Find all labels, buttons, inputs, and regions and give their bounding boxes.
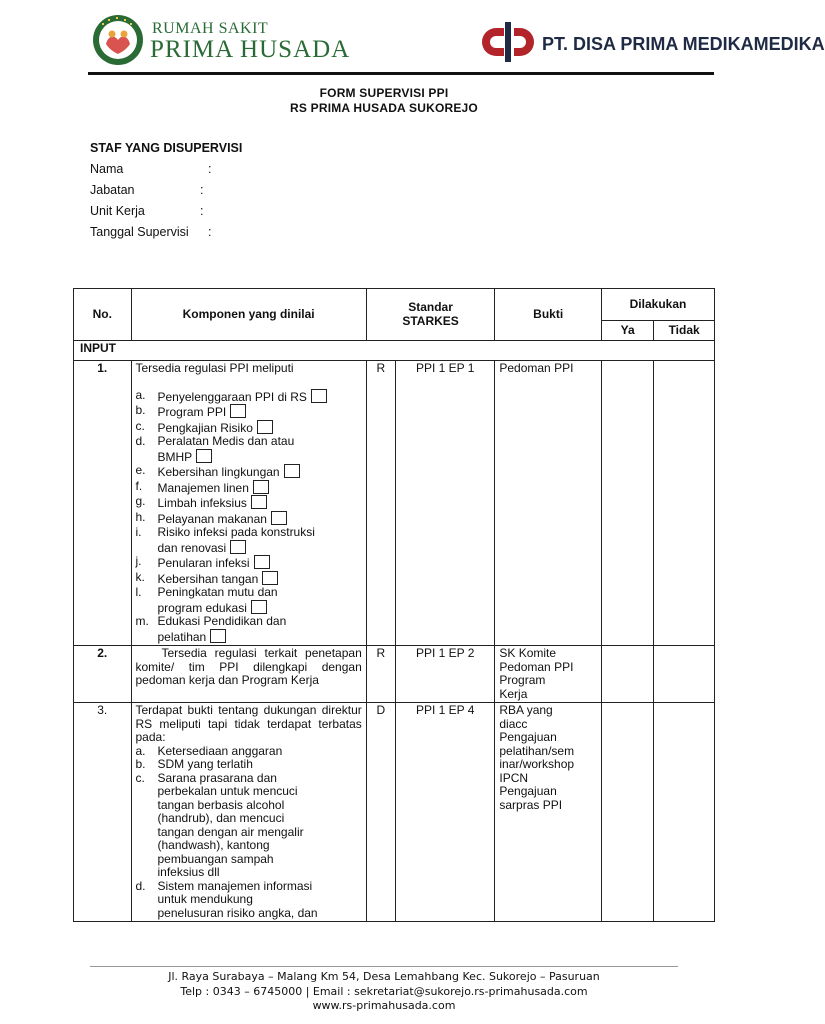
header-dilakukan: Dilakukan: [602, 289, 715, 321]
checkbox[interactable]: [254, 555, 270, 569]
row-komponen: Tersedia regulasi terkait penetapan komite/ tim PPI dilengkapi dengan pedoman kerja dan Program Kerja: [131, 646, 366, 703]
footer-website: www.rs-primahusada.com: [312, 999, 456, 1012]
header-standar-line1: Standar: [408, 300, 453, 314]
row-no: 1.: [74, 361, 132, 646]
field-colon: :: [208, 162, 212, 176]
field-label: Nama: [90, 162, 124, 176]
staff-heading: STAF YANG DISUPERVISI: [90, 141, 243, 155]
list-item: c. Pengkajian Risiko: [136, 420, 362, 436]
table-row: [74, 703, 715, 922]
table-row: [74, 646, 715, 703]
row-type: R: [366, 361, 395, 646]
row-intro: Tersedia regulasi PPI meliputi: [135, 361, 294, 375]
footer-contact: Telp : 0343 – 6745000 | Email : sekretariat@sukorejo.rs-primahusada.com: [180, 985, 588, 998]
checkbox[interactable]: [253, 480, 269, 494]
checkbox[interactable]: [271, 511, 287, 525]
form-title: FORM SUPERVISI PPI: [319, 86, 449, 100]
checkbox[interactable]: [262, 571, 278, 585]
list-item: d. Peralatan Medis dan atau BMHP: [135, 434, 295, 464]
checkbox[interactable]: [251, 600, 267, 614]
pt-name: PT. DISA PRIMA MEDIKAMEDIKA: [542, 34, 825, 54]
header-no: No.: [74, 289, 132, 341]
row-bukti: Pedoman PPI: [495, 361, 602, 646]
footer-divider: [90, 966, 678, 967]
rs-small-name: RUMAH SAKIT: [152, 20, 269, 37]
pt-emblem-icon: [478, 18, 538, 66]
section-input: INPUT: [74, 341, 715, 361]
list-item: k. Kebersihan tangan: [136, 571, 362, 587]
row-komponen: [131, 703, 366, 922]
checkbox[interactable]: [311, 389, 327, 403]
pt-disa-logo: [478, 18, 825, 66]
field-nama: [90, 162, 212, 176]
header-divider: [88, 72, 714, 75]
cell-ya[interactable]: [602, 646, 654, 703]
header-komponen: Komponen yang dinilai: [131, 289, 366, 341]
field-colon: :: [200, 204, 204, 218]
rs-emblem-icon: [92, 14, 144, 66]
header-standar: [366, 289, 495, 341]
cell-tidak[interactable]: [654, 646, 715, 703]
list-item: d. Sistem manajemen informasi untuk mendukung penelusuran risiko angka, dan: [135, 878, 318, 920]
list-item: e. Kebersihan lingkungan: [136, 464, 362, 480]
header-tidak: Tidak: [654, 321, 715, 341]
row-no: 3.: [74, 703, 132, 922]
list-item: b. SDM yang terlatih: [135, 757, 253, 771]
cell-ya[interactable]: [602, 703, 654, 922]
rs-big-name: PRIMA HUSADA: [150, 36, 351, 63]
header-ya: Ya: [602, 321, 654, 341]
checkbox[interactable]: [251, 495, 267, 509]
row-standar: PPI 1 EP 4: [396, 703, 495, 922]
list-item: h. Pelayanan makanan: [136, 511, 362, 527]
field-label: Tanggal Supervisi: [90, 225, 189, 239]
list-item: c. Sarana prasarana dan perbekalan untuk mencuci tangan berbasis alcohol (handrub), dan mencuci tangan dengan air mengalir (handwash), kantong pembuangan sampah infeksius dll: [135, 770, 304, 879]
row-standar: PPI 1 EP 1: [396, 361, 495, 646]
header-standar-line2: STARKES: [402, 313, 459, 328]
checkbox[interactable]: [284, 464, 300, 478]
checkbox[interactable]: [230, 404, 246, 418]
row-komponen: [131, 361, 366, 646]
field-tanggal-supervisi: [90, 225, 212, 239]
list-item: b. Program PPI: [136, 404, 362, 420]
checkbox[interactable]: [196, 449, 212, 463]
cell-ya[interactable]: [602, 361, 654, 646]
field-label: Jabatan: [90, 183, 135, 197]
field-colon: :: [200, 183, 204, 197]
checklist: [136, 389, 362, 645]
list-item: g. Limbah infeksius: [136, 495, 362, 511]
checklist: [136, 745, 362, 921]
row-no: 2.: [74, 646, 132, 703]
list-item: m. Edukasi Pendidikan dan pelatihan: [135, 614, 287, 644]
checkbox[interactable]: [257, 420, 273, 434]
table-row: [74, 361, 715, 646]
list-item: a. Ketersediaan anggaran: [135, 743, 283, 758]
field-unit-kerja: [90, 204, 204, 218]
list-item: f. Manajemen linen: [136, 480, 362, 496]
footer-address: Jl. Raya Surabaya – Malang Km 54, Desa Lemahbang Kec. Sukorejo – Pasuruan: [168, 970, 600, 983]
list-item: l. Peningkatan mutu dan program edukasi: [135, 585, 278, 615]
form-subtitle: RS PRIMA HUSADA SUKOREJO: [290, 101, 478, 115]
row-intro: Terdapat bukti tentang dukungan direktur RS meliputi tapi tidak terdapat terbatas pada:: [135, 703, 362, 744]
row-bukti: SK Komite Pedoman PPI Program Kerja: [495, 646, 602, 703]
list-item: j. Penularan infeksi: [136, 555, 362, 571]
supervision-table: [73, 288, 715, 922]
checkbox[interactable]: [230, 540, 246, 554]
checkbox[interactable]: [210, 629, 226, 643]
list-item: a. Penyelenggaraan PPI di RS: [136, 389, 362, 405]
cell-tidak[interactable]: [654, 703, 715, 922]
cell-tidak[interactable]: [654, 361, 715, 646]
header-bukti: Bukti: [495, 289, 602, 341]
row-bukti: RBA yang diacc Pengajuan pelatihan/sem inar/workshop IPCN Pengajuan sarpras PPI: [495, 703, 602, 922]
row-type: R: [366, 646, 395, 703]
field-jabatan: [90, 183, 204, 197]
field-label: Unit Kerja: [90, 204, 145, 218]
rs-prima-husada-logo: [92, 14, 362, 70]
list-item: i. Risiko infeksi pada konstruksi dan renovasi: [135, 525, 315, 555]
row-type: D: [366, 703, 395, 922]
field-colon: :: [208, 225, 212, 239]
row-standar: PPI 1 EP 2: [396, 646, 495, 703]
